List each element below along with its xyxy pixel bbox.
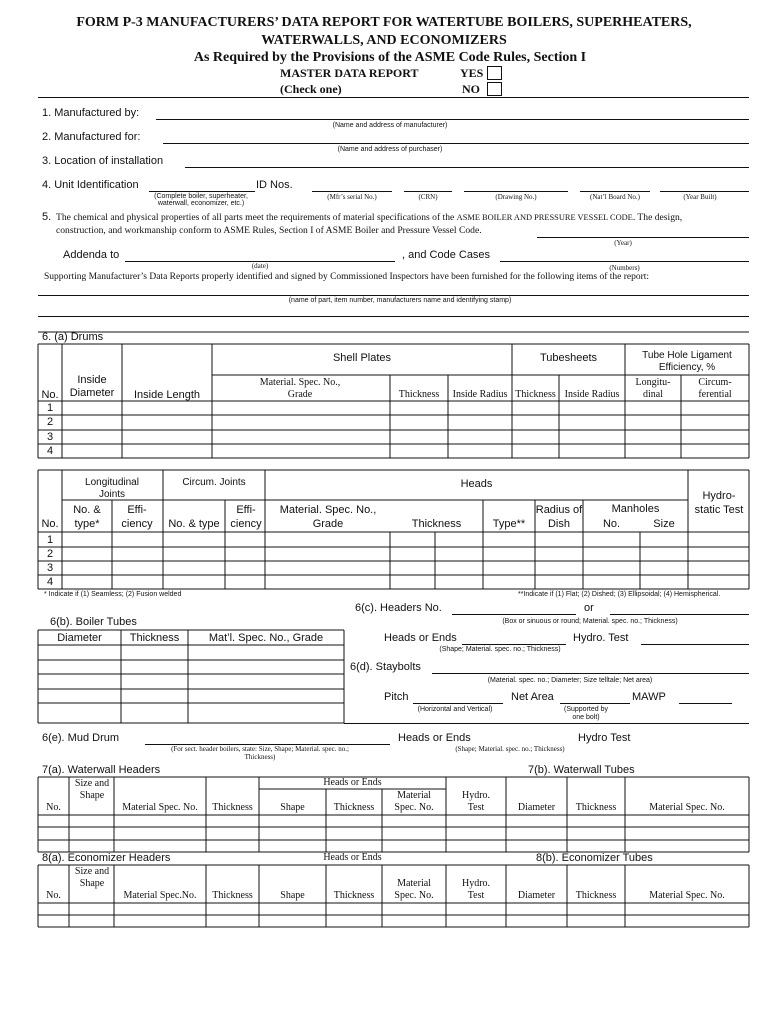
radius-of-dish-header: Radius of Dish (535, 504, 583, 530)
ww-material-header: Material Spec. No. (122, 802, 198, 813)
eco-size-shape-header: Size and Shape (74, 866, 110, 889)
drums-no-header: No. (41, 389, 59, 401)
joints-no-header: No. (41, 518, 59, 530)
staybolts-label: 6(d). Staybolts (350, 661, 421, 673)
national-board-caption: (Nat’l Board No.) (590, 193, 640, 201)
eco-tube-material-header: Material Spec. No. (649, 890, 725, 901)
manufactured-by-label: 1. Manufactured by: (42, 107, 140, 119)
eco-tube-thickness-header: Thickness (575, 890, 617, 901)
heads-thickness-header: Thickness (411, 518, 462, 530)
eco-tube-diameter-header: Diameter (517, 890, 556, 901)
tubesheet-inside-radius-header: Inside Radius (564, 389, 620, 400)
mud-heads-or-ends-label: Heads or Ends (398, 732, 471, 744)
eco-hydro-test-header: Hydro. Test (461, 878, 491, 901)
tubesheet-thickness-header: Thickness (515, 389, 556, 400)
manufactured-for-label: 2. Manufactured for: (42, 131, 141, 143)
unit-caption: (Complete boiler, superheater, waterwall, economizer, etc.) (154, 193, 248, 207)
item5-text-a: The chemical and physical properties of all parts meet the requirements of material specifications of the (56, 212, 455, 223)
longitudinal-header: Longitu- dinal (635, 377, 671, 400)
item5-number: 5. (42, 211, 52, 223)
form-subtitle: As Required by the Provisions of the ASME Code Rules, Section I (193, 50, 587, 65)
heads-shape-caption: (Shape; Material. spec. no.; Thickness) (439, 646, 561, 653)
purchaser-caption: (Name and address of purchaser) (337, 146, 443, 153)
mfr-serial-caption: (Mfr’s serial No.) (327, 193, 377, 201)
ww-tube-thickness-header: Thickness (575, 802, 617, 813)
inside-diameter-header: Inside Diameter (69, 374, 115, 399)
crn-caption: (CRN) (418, 193, 438, 201)
manholes-size-header: Size (653, 518, 675, 530)
headers-or-label: or (584, 602, 594, 614)
manufacturer-caption: (Name and address of manufacturer) (332, 122, 448, 129)
staybolts-field[interactable] (432, 673, 749, 674)
eco-material-header: Material Spec.No. (123, 890, 197, 901)
location-label: 3. Location of installation (42, 155, 164, 167)
eco-heads-shape-header: Shape (280, 890, 305, 901)
hydrostatic-test-header: Hydro- static Test (694, 490, 744, 516)
economizer-headers-title: 8(a). Economizer Headers (42, 852, 171, 864)
heads-or-ends-label: Heads or Ends (384, 632, 457, 644)
numbers-caption: (Numbers) (609, 264, 640, 272)
form-title-line1: FORM P-3 MANUFACTURERS’ DATA REPORT FOR WATERTUBE BOILERS, SUPERHEATERS, (76, 15, 692, 30)
supported-caption: (Supported by one bolt) (564, 706, 608, 721)
waterwall-tubes-title: 7(b). Waterwall Tubes (528, 764, 635, 776)
headers-or-field[interactable] (610, 614, 749, 615)
pitch-field[interactable] (413, 703, 503, 704)
joint-row-2-no: 2 (46, 548, 54, 560)
long-efficiency-header: Effi- ciency (121, 504, 153, 530)
circumferential-header: Circum- ferential (698, 377, 732, 400)
ligament-header: Tube Hole Ligament Efficiency, % (642, 350, 732, 373)
headers-box-caption: (Box or sinuous or round; Material. spec. no.; Thickness) (502, 618, 678, 625)
drum-row-3-no: 3 (46, 431, 54, 443)
boiler-tubes-thickness-header: Thickness (129, 632, 180, 644)
pitch-label: Pitch (384, 691, 409, 703)
shell-plates-header: Shell Plates (332, 352, 392, 364)
seamless-footnote: * Indicate if (1) Seamless; (2) Fusion welded (44, 591, 182, 598)
ww-heads-material-header: Material Spec. No. (394, 790, 434, 813)
mud-drum-caption: (For sect. header boilers, state: Size, Shape; Material. spec. no.; Thickness) (171, 745, 349, 761)
eco-heads-or-ends-header: Heads or Ends (323, 852, 382, 863)
eco-no-header: No. (46, 890, 61, 901)
drums-title: 6. (a) Drums (42, 331, 104, 343)
drum-row-2-no: 2 (46, 416, 54, 428)
ww-heads-shape-header: Shape (280, 802, 305, 813)
mud-shape-caption: (Shape; Material. spec. no.; Thickness) (455, 745, 565, 753)
boiler-tubes-title: 6(b). Boiler Tubes (50, 616, 137, 628)
drum-row-4-no: 4 (46, 445, 54, 457)
id-nos-label: ID Nos. (256, 179, 293, 191)
date-caption: (date) (251, 262, 269, 270)
joint-row-3-no: 3 (46, 562, 54, 574)
heads-type-footnote: **Indicate if (1) Flat; (2) Dished; (3) Ellipsoidal; (4) Hemispherical. (518, 591, 721, 598)
circ-no-type-header: No. & type (168, 518, 220, 530)
eco-thickness-header: Thickness (212, 890, 253, 901)
shell-thickness-header: Thickness (398, 389, 440, 400)
pitch-caption: (Horizontal and Vertical) (417, 706, 493, 713)
mawp-label: MAWP (632, 691, 666, 703)
ww-tube-diameter-header: Diameter (517, 802, 556, 813)
economizer-tubes-title: 8(b). Economizer Tubes (536, 852, 653, 864)
master-data-report-label: MASTER DATA REPORT (280, 66, 419, 80)
staybolts-bottom-rule (344, 723, 749, 724)
ww-size-shape-header: Size and Shape (74, 778, 110, 801)
long-no-type-header: No. & type* (73, 504, 101, 530)
part-caption: (name of part, item number, manufacturers name and identifying stamp) (288, 297, 512, 304)
tubesheets-header: Tubesheets (539, 352, 598, 364)
year-caption: (Year) (614, 239, 632, 247)
headers-no-field[interactable] (452, 614, 576, 615)
eco-heads-material-header: Material Spec. No. (394, 878, 434, 901)
joint-row-4-no: 4 (46, 576, 54, 588)
heads-or-ends-field[interactable] (462, 644, 566, 645)
supporting-reports-text: Supporting Manufacturer’s Data Reports properly identified and signed by Commissioned Inspectors have been furnished for the following items of the report: (44, 272, 650, 282)
inside-length-header: Inside Length (133, 389, 201, 401)
yes-label: YES (460, 66, 484, 80)
joint-row-1-no: 1 (46, 534, 54, 546)
ww-thickness-header: Thickness (212, 802, 253, 813)
net-area-field[interactable] (560, 703, 630, 704)
unit-identification-label: 4. Unit Identification (42, 179, 139, 191)
drum-row-1-no: 1 (46, 402, 54, 414)
manholes-header: Manholes (611, 503, 660, 515)
addenda-label: Addenda to (63, 249, 120, 261)
check-one-label: (Check one) (280, 82, 342, 96)
heads-material-header: Material. Spec. No., Grade (279, 504, 377, 530)
longitudinal-joints-header: Longitudinal Joints (85, 477, 139, 500)
hydro-test-label: Hydro. Test (573, 632, 629, 644)
net-area-label: Net Area (511, 691, 554, 703)
no-label: NO (462, 82, 480, 96)
shell-material-header: Material. Spec. No., Grade (259, 377, 341, 400)
ww-tube-material-header: Material Spec. No. (649, 802, 725, 813)
ww-heads-thickness-header: Thickness (333, 802, 375, 813)
ww-heads-or-ends-header: Heads or Ends (323, 777, 382, 788)
heads-header: Heads (460, 478, 493, 490)
form-title-line2: WATERWALLS, AND ECONOMIZERS (261, 33, 507, 48)
item5-text-c: . The design, (632, 212, 683, 223)
circum-joints-header: Circum. Joints (182, 477, 246, 488)
ww-hydro-test-header: Hydro. Test (461, 790, 491, 813)
headers-no-label: 6(c). Headers No. (355, 602, 442, 614)
hydro-test-field[interactable] (641, 644, 749, 645)
drawing-no-caption: (Drawing No.) (495, 193, 537, 201)
circ-efficiency-header: Effi- ciency (230, 504, 262, 530)
waterwall-headers-title: 7(a). Waterwall Headers (42, 764, 161, 776)
mud-hydro-test-label: Hydro Test (578, 732, 631, 744)
shell-inside-radius-header: Inside Radius (452, 389, 508, 400)
boiler-tubes-diameter-header: Diameter (57, 632, 102, 644)
mud-drum-label: 6(e). Mud Drum (42, 732, 120, 744)
item5-text-line2: construction, and workmanship conform to ASME Rules, Section I of ASME Boiler and Pressure Vessel Code. (56, 225, 482, 236)
eco-heads-thickness-header: Thickness (333, 890, 375, 901)
manholes-no-header: No. (602, 518, 621, 530)
staybolts-caption: (Material. spec. no.; Diameter; Size telltale; Net area) (487, 677, 653, 684)
year-built-caption: (Year Built) (683, 193, 717, 201)
boiler-tubes-material-header: Mat’l. Spec. No., Grade (208, 632, 324, 644)
heads-type-header: Type** (492, 518, 526, 530)
ww-no-header: No. (46, 802, 61, 813)
item5-text-b: ASME BOILER AND PRESSURE VESSEL CODE (456, 213, 633, 222)
mawp-field[interactable] (679, 703, 732, 704)
code-cases-label: , and Code Cases (402, 249, 491, 261)
